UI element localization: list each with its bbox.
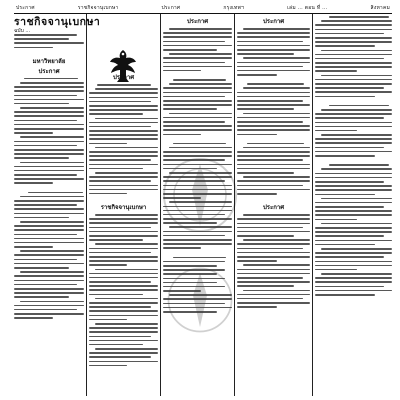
column-rule-4 [312,14,313,396]
month-label: สิงหาคม [370,5,390,11]
center-heading-top: ประกาศ [112,74,135,81]
left-heading: มหาวิทยาลัย [32,57,66,65]
masthead-subtitle: ฉบับ ... [14,28,31,34]
gazette-label: ราชกิจจานุเบกษา [77,5,119,11]
masthead-title: ราชกิจจานุเบกษา [14,16,101,28]
column-rule-1 [86,14,87,396]
left-subheading: ประกาศ [38,67,60,75]
header-rule [14,13,392,14]
column-1 [14,16,101,396]
city-label: กรุงเทพฯ [223,5,245,11]
column-2 [89,16,158,396]
issue-label: ประกาศ [161,5,181,11]
right-heading: ประกาศ [262,18,285,25]
page-label: ประกาศ [16,5,35,11]
running-header [16,4,390,12]
column-4 [237,16,310,396]
center-heading-mid: ราชกิจจานุเบกษา [100,204,147,212]
column-3 [163,16,232,396]
center-section-heading: ประกาศ [186,18,209,25]
column-5 [315,16,392,396]
date-label: เล่ม ... ตอน ที่ ... [287,5,328,11]
right-section-heading: ประกาศ [262,204,285,212]
